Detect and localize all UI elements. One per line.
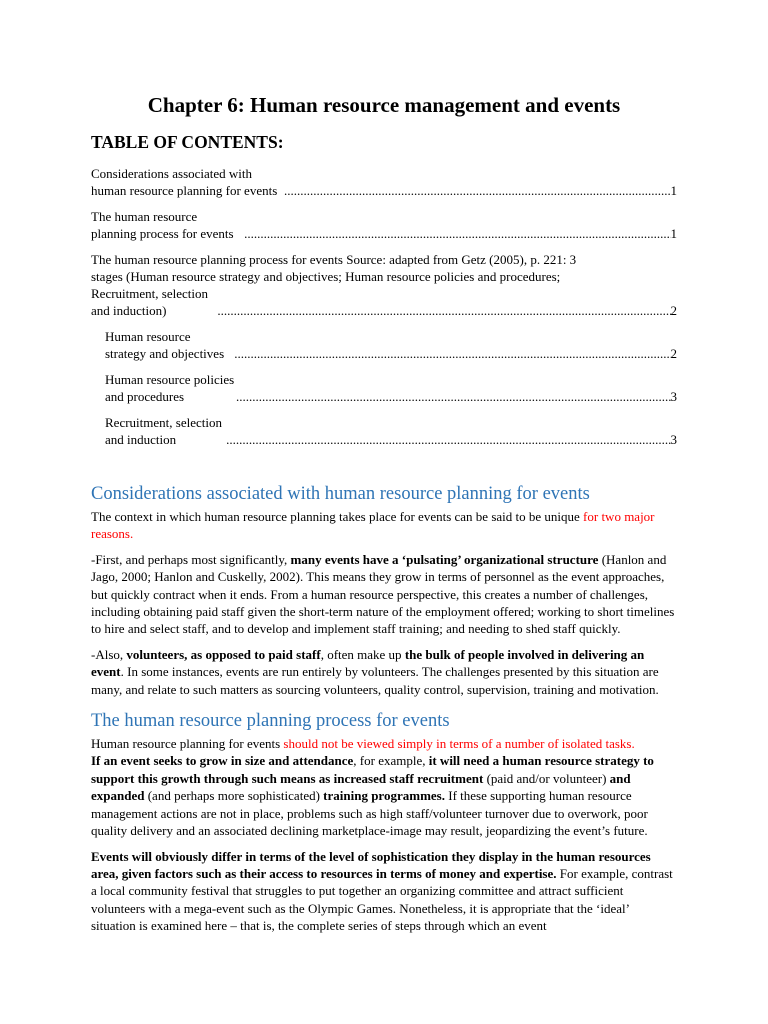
paragraph bbox=[91, 508, 677, 543]
toc-entry-text: Human resource policies and procedures bbox=[105, 372, 235, 404]
chapter-title: Chapter 6: Human resource management and events bbox=[147, 93, 621, 117]
toc-entry-recruitment-selection[interactable] bbox=[91, 414, 677, 448]
section-heading: Considerations associated with human resource planning for events bbox=[91, 484, 590, 504]
toc-entry-text: Considerations associated with human resource planning for events bbox=[91, 166, 278, 198]
toc-entry-planning-process-source[interactable] bbox=[91, 251, 677, 319]
toc-entry-policies-procedures[interactable] bbox=[91, 371, 677, 405]
section-considerations bbox=[91, 483, 677, 698]
text-run: -Also, bbox=[91, 646, 127, 662]
toc-leader-dots bbox=[244, 225, 670, 242]
table-of-contents bbox=[91, 131, 677, 448]
toc-page-number: 1 bbox=[670, 226, 677, 241]
toc-entry-considerations[interactable] bbox=[91, 165, 677, 199]
toc-page-number: 2 bbox=[670, 346, 677, 361]
bold-text: the bulk of people involved in delivering an event bbox=[91, 646, 645, 680]
text-run: , often make up bbox=[320, 646, 405, 662]
toc-entry-text: Human resource strategy and objectives bbox=[105, 329, 225, 361]
section-planning-process bbox=[91, 710, 677, 934]
bold-text: volunteers, as opposed to paid staff bbox=[126, 646, 321, 662]
text-run: The context in which human resource planning takes place for events can be said to be unique bbox=[91, 509, 584, 524]
toc-leader-dots bbox=[217, 302, 670, 319]
text-run: (and perhaps more sophisticated) bbox=[144, 788, 324, 804]
section-heading: The human resource planning process for events bbox=[91, 711, 450, 732]
bold-text: training programmes. bbox=[323, 788, 445, 804]
text-run: If these supporting human resource management actions are not in place, problems such as high staff/volunteer turnover due to overwork, poor quality delivery and an associated declining marketplace-image may result, jeopardizing the event’s future. bbox=[91, 788, 648, 839]
toc-entry-strategy-objectives[interactable] bbox=[91, 328, 677, 362]
text-run: (paid and/or volunteer) bbox=[483, 770, 610, 786]
bold-text: and expanded bbox=[91, 770, 631, 804]
toc-heading: TABLE OF CONTENTS: bbox=[91, 132, 284, 152]
toc-entry-text: The human resource planning process for events bbox=[91, 209, 234, 241]
paragraph bbox=[91, 646, 677, 698]
toc-entry-text-line: stages (Human resource strategy and objectives; Human resource policies and procedures; bbox=[91, 269, 561, 284]
text-run: For example, contrast a local community festival that struggles to put together an organizing committee and attract sufficient volunteers with a mega-event such as the Olympic Games. Nonetheless, it is appropriate that the ‘ideal’ situation is examined here – that is, the complete series of steps through which an event bbox=[91, 865, 673, 934]
toc-entry-text-line: The human resource planning process for events Source: adapted from Getz (2005), p. 221: 3 bbox=[91, 252, 577, 267]
bold-text: it will need a human resource strategy to support this growth through such means as increased staff recruitment bbox=[91, 753, 654, 786]
text-run: -First, and perhaps most significantly, bbox=[91, 551, 291, 567]
toc-page-number: 1 bbox=[670, 183, 677, 198]
toc-entry-planning-process[interactable] bbox=[91, 208, 677, 242]
text-run: (Hanlon and Jago, 2000; Hanlon and Cuskelly, 2002). This means they grow in terms of personnel as the event approaches, but quickly contract when it ends. From a human resource perspective, this creates a number of challenges, including obtaining paid staff given the short-term nature of the employment offered; working to short timelines to hire and select staff, and to develop and implement staff training; and needing to shed staff quickly. bbox=[91, 551, 675, 637]
paragraph bbox=[91, 735, 677, 839]
toc-leader-dots bbox=[226, 431, 670, 448]
bold-text: Events will obviously differ in terms of the level of sophistication they display in the human resources area, given factors such as their access to resources in terms of money and expertise. bbox=[91, 848, 651, 881]
paragraph bbox=[91, 551, 677, 638]
highlighted-text: for two major reasons. bbox=[91, 509, 655, 542]
highlighted-text: should not be viewed simply in terms of a number of isolated tasks. bbox=[283, 736, 635, 752]
toc-entry-text: Recruitment, selection and induction bbox=[105, 415, 222, 447]
text-run: . In some instances, events are run entirely by volunteers. The challenges presented by this situation are many, and relate to such matters as sourcing volunteers, quality control, supervision, training and motivation. bbox=[91, 664, 659, 697]
toc-leader-dots bbox=[234, 345, 670, 362]
toc-leader-dots bbox=[236, 388, 671, 405]
toc-leader-dots bbox=[284, 182, 671, 199]
bold-text: many events have a ‘pulsating’ organizational structure bbox=[290, 551, 599, 567]
bold-text: If an event seeks to grow in size and attendance bbox=[91, 753, 354, 769]
toc-entry-text-line: Recruitment, selection and induction) bbox=[91, 286, 208, 318]
text-run: Human resource planning for events bbox=[91, 736, 284, 752]
toc-page-number: 2 bbox=[670, 303, 677, 318]
text-run: , for example, bbox=[353, 753, 429, 769]
paragraph bbox=[91, 848, 677, 935]
toc-page-number: 3 bbox=[670, 432, 677, 447]
toc-page-number: 3 bbox=[670, 389, 677, 404]
